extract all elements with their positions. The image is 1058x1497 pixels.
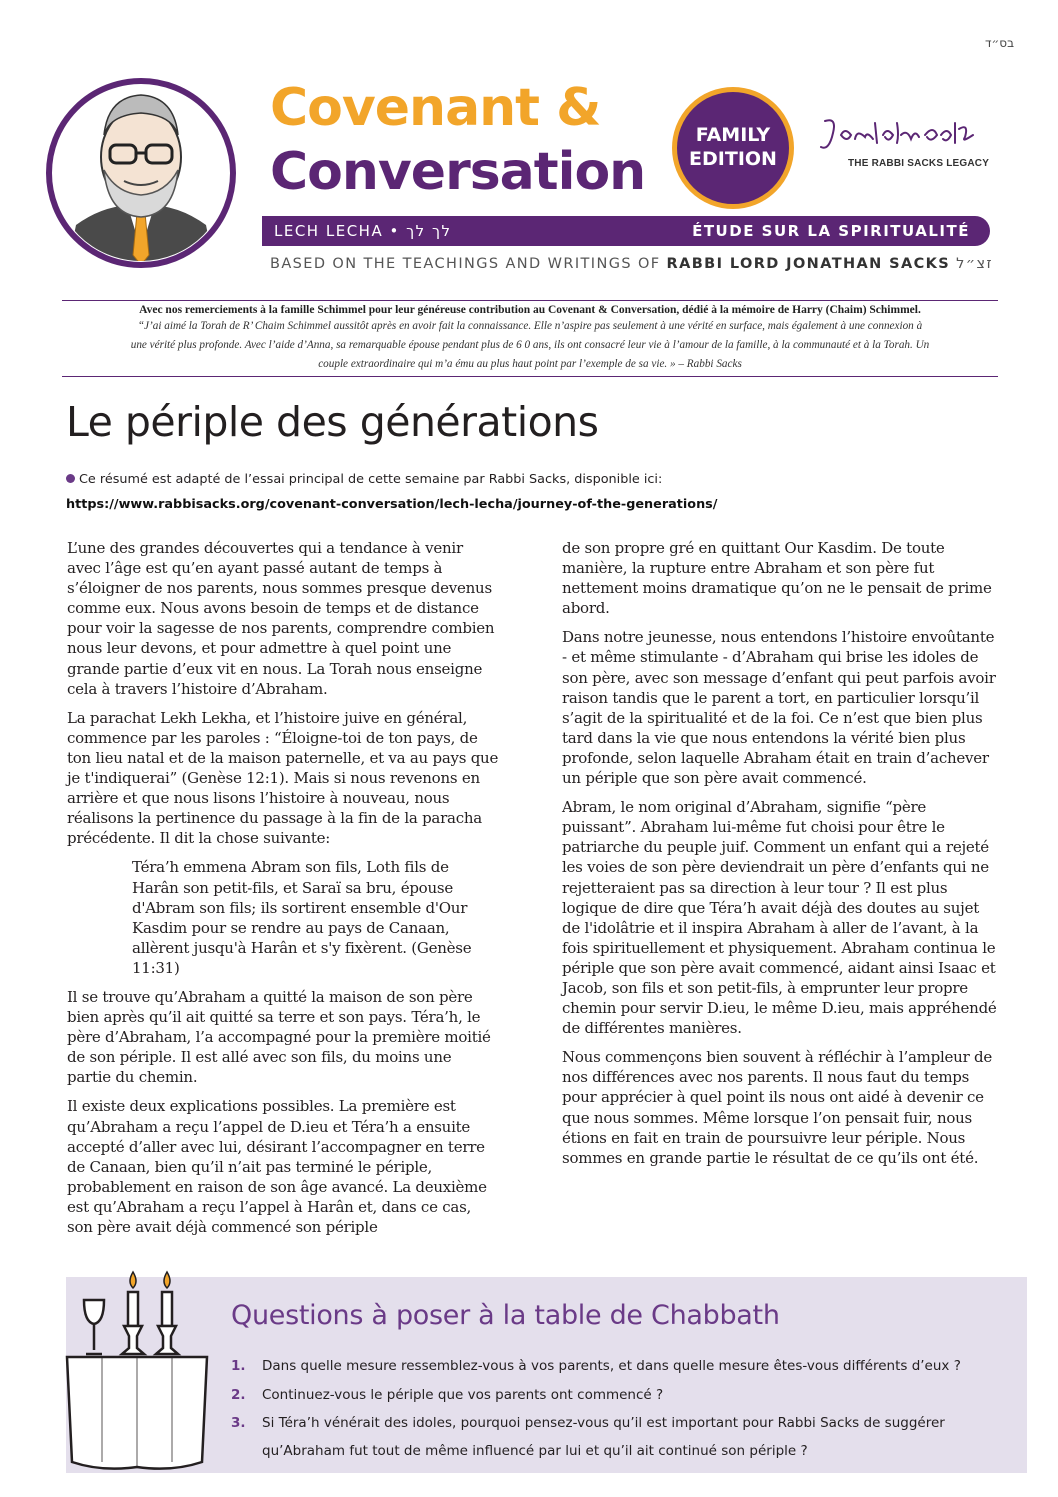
based-on-suffix: זצ״ל [950,256,993,272]
paragraph: Abram, le nom original d’Abraham, signifie “père puissant”. Abraham lui-même fut choisi pour être le patriarche du peuple juif. Comment un enfant qui a rejeté les voies de son père deviendrait un père d’enfants qui ne rejetteraient pas sa direction à leur tour ? Il est plus logique de dire que Téra’h avait déjà des doutes au sujet de l'idolâtrie et il inspira Abraham à aller de l’avant, à la fois spirituellement et physiquement. Abraham continua le périple que son père avait commencé, aidant ainsi Isaac et Jacob, son fils et son petit-fils, à emprunter leur propre chemin pour servir D.ieu, le même D.ieu, mais appréhendé de différentes manières. [562,798,997,1038]
paragraph: Nous commençons bien souvent à réfléchir à l’ampleur de nos différences avec nos parents. Il nous faut du temps pour apprécier à quel point ils nous ont aidé à devenir ce que nous sommes. Même lorsque l’on pensait fuir, nous étions en fait en train de poursuivre leur périple. Nous sommes en grande partie le résultat de ce qu’ils ont été. [562,1048,992,1167]
question-number: 3. [231,1415,246,1431]
scripture-quote: Téra’h emmena Abram son fils, Loth fils de Harân son petit-fils, et Saraï sa bru, épouse d'Abram son fils; ils sortirent ensemble d'Our Kasdim pour se rendre au pays de Canaan, allèrent jusqu'à Harân et s'y fixèrent. (Genèse 11:31) [132,858,472,977]
badge-line1: FAMILY [695,124,771,147]
question-number: 2. [231,1387,246,1403]
question-number: 1. [231,1358,246,1374]
questions-title: Questions à poser à la table de Chabbath [231,1300,780,1331]
bullet-dot-icon [66,474,75,483]
bsd-mark: בס״ד [985,36,1015,50]
summary-note [66,472,662,487]
question-text: Dans quelle mesure ressemblez-vous à vos parents, et dans quelle mesure êtes-vous différents d’eux ? [262,1358,961,1374]
article-column-1 [67,538,499,1246]
based-on-line [270,256,993,272]
badge-line2: EDITION [689,148,777,170]
paragraph: de son propre gré en quittant Our Kasdim. De toute manière, la rupture entre Abraham et son père fut nettement moins dramatique qu’on ne le pensait de prime abord. [562,539,992,618]
divider-top [62,300,998,301]
question-text: Si Téra’h vénérait des idoles, pourquoi pensez-vous qu’il est important pour Rabbi Sacks de suggérer qu’Abraham fut tout de même influencé par lui et qu’il ait continué son périple ? [262,1415,945,1459]
summary-text: Ce résumé est adapté de l’essai principal de cette semaine par Rabbi Sacks, disponible ici: [79,472,663,487]
series-name: ÉTUDE SUR LA SPIRITUALITÉ [692,222,970,240]
dedication-quote-2: une vérité plus profonde. Avec l’aide d’Anna, sa remarquable épouse pendant plus de 6 0 ans, ils ont consacré leur vie à l’amour de la famille, à la communauté et à la Torah. Un [130,339,930,351]
dedication-quote-3: couple extraordinaire qui m’a ému au plus haut point par l’exemple de sa vie. » – Rabbi Sacks [318,358,742,370]
divider-bottom [62,376,998,377]
paragraph: L’une des grandes découvertes qui a tendance à venir avec l’âge est qu’en ayant passé autant de temps à s’éloigner de nos parents, nous sommes presque devenus comme eux. Nous avons besoin de temps et de distance pour voir la sagesse de nos parents, comprendre combien nous leur devons, et pour admettre à quel point une grande partie d’eux vit en nous. La Torah nous enseigne cela à travers l’histoire d’Abraham. [67,539,495,698]
dedication-quote-1: “J’ai aimé la Torah de R’ Chaim Schimmel aussitôt après en avoir fait la connaissance. Elle n’aspire pas seulement à une vérité en surface, mais également à une connexion à [137,320,923,332]
dedication [62,304,998,373]
source-link[interactable]: https://www.rabbisacks.org/covenant-conversation/lech-lecha/journey-of-the-generations/ [66,497,718,512]
based-on-name: RABBI LORD JONATHAN SACKS [666,256,951,272]
rabbi-sacks-portrait [46,75,236,271]
title-conversation: Conversation [270,142,646,202]
title-covenant: Covenant & [270,78,601,138]
paragraph: La parachat Lekh Lekha, et l’histoire juive en général, commence par les paroles : “Éloigne-toi de ton pays, de ton lieu natal et de la maison paternelle, et va au pays que je t'indiquerai” (Genèse 12:1). Mais si nous revenons en arrière et que nous lisons l’histoire à nouveau, nous réalisons la pertinence du passage à la fin de la paracha précédente. Il dit la chose suivante: [67,708,499,848]
dedication-line: Avec nos remerciements à la famille Schimmel pour leur généreuse contribution au Covenant & Conversation, dédié à la mémoire de Harry (Chaim) Schimmel. [139,304,921,316]
question-text: Continuez-vous le périple que vos parents ont commencé ? [262,1387,664,1403]
paragraph: Il se trouve qu’Abraham a quitté la maison de son père bien après qu’il ait quitté sa terre et son pays. Téra’h, le père d’Abraham, l’a accompagné pour la première moitié de son périple. Il est allé avec son fils, du moins une partie du chemin. [67,987,491,1087]
parasha-name: LECH LECHA • לך לך [274,222,452,240]
article-column-2 [562,538,998,1177]
based-on-text: BASED ON THE TEACHINGS AND WRITINGS OF [270,256,667,272]
article-title: Le périple des générations [66,398,599,446]
paragraph: Dans notre jeunesse, nous entendons l’histoire envoûtante - et même stimulante - d’Abraham qui brise les idoles de son père, avec son message d’enfant qui peut parfois avoir raison tandis que le parent a tort, en particulier lorsqu’il s’agit de la spiritualité et de la foi. Ce n’est que bien plus tard dans la vie que nous entendons la vérité bien plus profonde, selon laquelle Abraham était en train d’achever un périple que son père avait commencé. [562,628,996,788]
parasha-banner [262,216,990,246]
shabbat-table-icon [62,1262,212,1477]
legacy-label: THE RABBI SACKS LEGACY [848,158,990,169]
paragraph: Il existe deux explications possibles. La première est qu’Abraham a reçu l’appel de D.ieu et Téra’h a ensuite accepté d’aller avec lui, désirant l’accompagner en terre de Canaan, bien qu’il n’ait pas terminé le périple, probablement en raison de son âge avancé. La deuxième est qu’Abraham a reçu l’appel à Harân et, dans ce cas, son père avait déjà commencé son périple [67,1097,487,1236]
family-edition-badge [672,87,794,209]
